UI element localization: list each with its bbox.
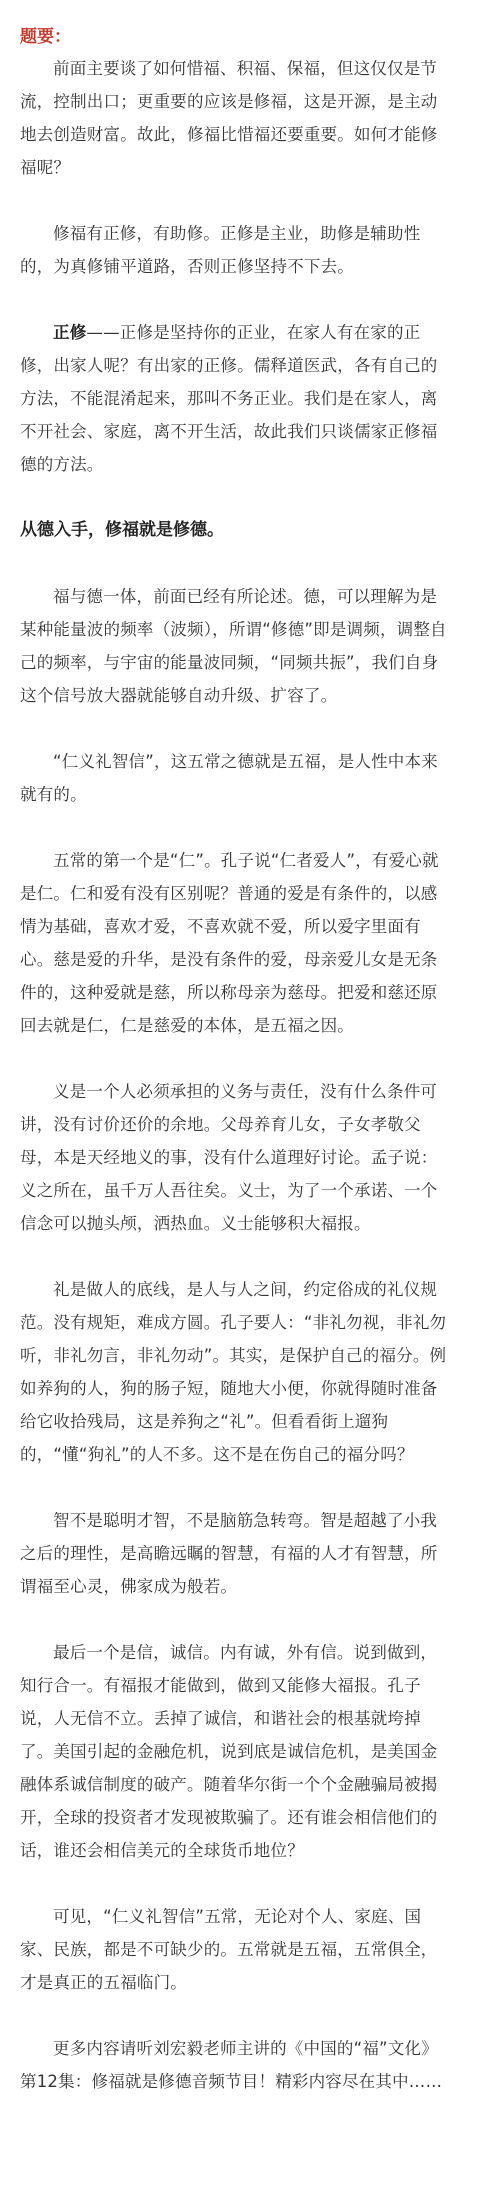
spacer: [20, 1240, 448, 1273]
paragraph-more-info: 更多内容请听刘宏毅老师主讲的《中国的“福”文化》第12集：修福就是修德音频节目！精彩内容尽在其中……: [20, 2039, 443, 2091]
spacer: [20, 1471, 448, 1504]
paragraph-li: 礼是做人的底线，是人与人之间，约定俗成的礼仪规范。没有规矩，难成方圆。孔子要人：“非礼勿视，非礼勿听，非礼勿言，非礼勿动”。其实，是保护自己的福分。例如养狗的人，狗的肠子短，随地大小便，你就得随时准备给它收拾残局，这是养狗之“礼”。但看看街上遛狗的，“懂“狗礼”的人不多。这不是在伤自己的福分吗？: [20, 1280, 447, 1464]
spacer: [20, 1603, 448, 1636]
paragraph-zhi: 智不是聪明才智，不是脑筋急转弯。智是超越了小我之后的理性，是高瞻远瞩的智慧，有福的人才有智慧，所谓福至心灵，佛家成为般若。: [20, 1511, 438, 1596]
paragraph-yi: 义是一个人必须承担的义务与责任，没有什么条件可讲，没有讨价还价的余地。父母养育儿女，子女孝敬父母，本是天经地义的事，没有什么道理好讨论。孟子说：义之所在，虽千万人吾往矣。义士，为了一个承诺、一个信念可以抛头颅，洒热血。义士能够积大福报。: [20, 1082, 438, 1233]
summary-heading: 题要：: [20, 27, 71, 47]
section-title: 从德入手，修福就是修德。: [20, 520, 224, 540]
paragraph-zhengxiu-zhuxiu: 修福有正修，有助修。正修是主业，助修是辅助性的，为真修铺平道路，否则正修坚持不下去。: [20, 224, 421, 276]
paragraph-wuchang: “仁义礼智信”，这五常之德就是五福，是人性中本来就有的。: [20, 752, 438, 804]
spacer: [20, 811, 448, 844]
paragraph-conclusion: 可见，“仁义礼智信”五常，无论对个人、家庭、国家、民族，都是不可缺少的。五常就是五福，五常俱全，才是真正的五福临门。: [20, 1907, 438, 1992]
spacer: [20, 1042, 448, 1075]
spacer: [20, 481, 448, 514]
zhengxiu-bold-label: 正修: [53, 323, 87, 342]
spacer: [20, 712, 448, 745]
spacer: [20, 547, 448, 580]
zhengxiu-text: ——正修是坚持你的正业，在家人有在家的正修，出家人呢？有出家的正修。儒释道医武，各有自己的方法，不能混淆起来，那叫不务正业。我们是在家人，离不开社会、家庭，离不开生活，故此我们只谈儒家正修福德的方法。: [20, 323, 438, 474]
spacer: [20, 184, 448, 217]
paragraph-xin: 最后一个是信，诚信。内有诚，外有信。说到做到，知行合一。有福报才能做到，做到又能修大福报。孔子说，人无信不立。丢掉了诚信，和谐社会的根基就垮掉了。美国引起的金融危机，说到底是诚信危机，是美国金融体系诚信制度的破产。随着华尔街一个个金融骗局被揭开，全球的投资者才发现被欺骗了。还有谁会相信他们的话，谁还会相信美元的全球货币地位？: [20, 1643, 438, 1860]
paragraph-fu-de: 福与德一体，前面已经有所论述。德，可以理解为是某种能量波的频率（波频），所谓“修德”即是调频，调整自己的频率，与宇宙的能量波同频，“同频共振”，我们自身这个信号放大器就能够自动升级、扩容了。: [20, 587, 447, 705]
spacer: [20, 283, 448, 316]
spacer: [20, 1867, 448, 1900]
paragraph-ren: 五常的第一个是“仁”。孔子说“仁者爱人”，有爱心就是仁。仁和爱有没有区别呢？普通的爱是有条件的，以感情为基础，喜欢才爱，不喜欢就不爱，所以爱字里面有心。慈是爱的升华，是没有条件的爱，母亲爱儿女是无条件的，这种爱就是慈，所以称母亲为慈母。把爱和慈还原回去就是仁，仁是慈爱的本体，是五福之因。: [20, 851, 439, 1035]
paragraph-intro: 前面主要谈了如何惜福、积福、保福，但这仅仅是节流，控制出口；更重要的应该是修福，这是开源，是主动地去创造财富。故此，修福比惜福还要重要。如何才能修福呢？: [20, 59, 438, 177]
spacer: [20, 1999, 448, 2032]
paragraph-zhengxiu: [20, 316, 448, 481]
